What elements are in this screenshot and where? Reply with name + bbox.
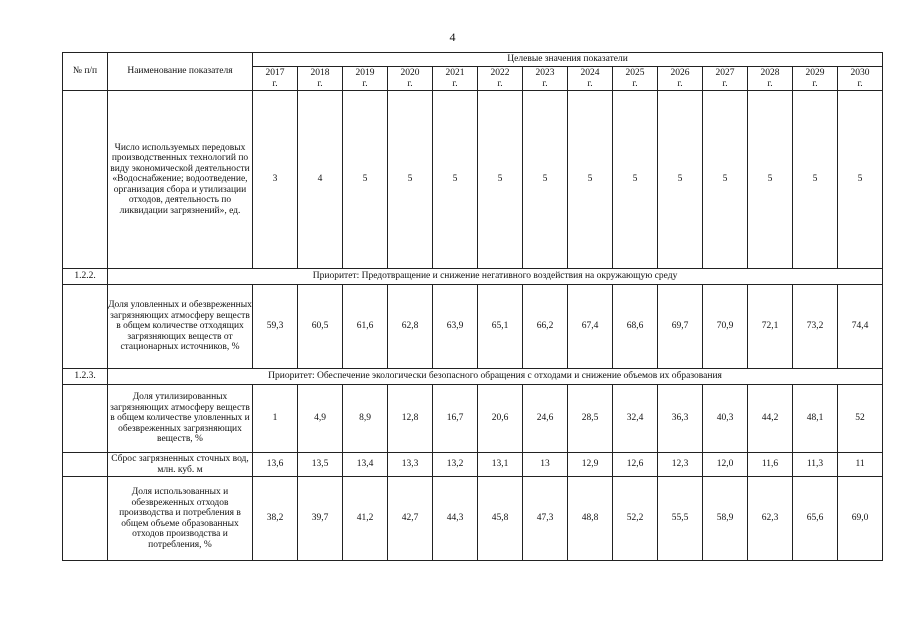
value-cell: 47,3	[523, 477, 568, 561]
year-suffix: г.	[497, 78, 503, 89]
year-suffix: г.	[542, 78, 548, 89]
value-cell: 59,3	[253, 285, 298, 369]
value-cell: 39,7	[298, 477, 343, 561]
year-label: 2017	[265, 68, 285, 78]
value-cell: 13,5	[298, 453, 343, 477]
value-cell: 73,2	[793, 285, 838, 369]
year-header	[613, 67, 658, 91]
year-label: 2029	[805, 68, 825, 78]
year-label: 2030	[850, 68, 870, 78]
value-cell: 11	[838, 453, 883, 477]
indicator-row	[63, 453, 883, 477]
row-number-cell	[63, 385, 108, 453]
year-label: 2020	[400, 68, 420, 78]
value-cell: 28,5	[568, 385, 613, 453]
value-cell: 4,9	[298, 385, 343, 453]
value-cell: 32,4	[613, 385, 658, 453]
year-label: 2022	[490, 68, 510, 78]
year-suffix: г.	[812, 78, 818, 89]
section-code: 1.2.3.	[63, 369, 108, 385]
value-cell: 52	[838, 385, 883, 453]
value-cell: 38,2	[253, 477, 298, 561]
year-suffix: г.	[722, 78, 728, 89]
indicator-row	[63, 285, 883, 369]
priority-text: Приоритет: Предотвращение и снижение негативного воздействия на окружающую среду	[108, 269, 883, 285]
year-label: 2021	[445, 68, 465, 78]
indicator-name: Доля использованных и обезвреженных отходов производства и потребления в общем объеме образованных отходов производства и потребления, %	[108, 477, 253, 561]
year-label: 2027	[715, 68, 735, 78]
value-cell: 44,3	[433, 477, 478, 561]
value-cell: 5	[613, 91, 658, 269]
year-suffix: г.	[587, 78, 593, 89]
indicator-name: Доля утилизированных загрязняющих атмосферу веществ в общем количестве уловленных и обезвреженных загрязняющих веществ, %	[108, 385, 253, 453]
year-suffix: г.	[317, 78, 323, 89]
value-cell: 1	[253, 385, 298, 453]
year-suffix: г.	[767, 78, 773, 89]
year-header	[433, 67, 478, 91]
year-label: 2023	[535, 68, 555, 78]
value-cell: 5	[568, 91, 613, 269]
value-cell: 5	[433, 91, 478, 269]
indicator-name: Сброс загрязненных сточных вод, млн. куб. м	[108, 453, 253, 477]
value-cell: 44,2	[748, 385, 793, 453]
year-label: 2024	[580, 68, 600, 78]
year-header	[523, 67, 568, 91]
value-cell: 41,2	[343, 477, 388, 561]
value-cell: 74,4	[838, 285, 883, 369]
row-number-cell	[63, 285, 108, 369]
year-suffix: г.	[407, 78, 413, 89]
value-cell: 8,9	[343, 385, 388, 453]
value-cell: 68,6	[613, 285, 658, 369]
value-cell: 52,2	[613, 477, 658, 561]
year-suffix: г.	[452, 78, 458, 89]
indicator-row	[63, 91, 883, 269]
value-cell: 24,6	[523, 385, 568, 453]
row-number-cell	[63, 477, 108, 561]
value-cell: 5	[523, 91, 568, 269]
value-cell: 11,3	[793, 453, 838, 477]
year-header	[703, 67, 748, 91]
value-cell: 5	[793, 91, 838, 269]
indicator-row	[63, 385, 883, 453]
value-cell: 5	[658, 91, 703, 269]
value-cell: 70,9	[703, 285, 748, 369]
year-suffix: г.	[362, 78, 368, 89]
value-cell: 12,8	[388, 385, 433, 453]
year-suffix: г.	[272, 78, 278, 89]
year-label: 2019	[355, 68, 375, 78]
year-header	[253, 67, 298, 91]
page-number: 4	[449, 30, 456, 44]
value-cell: 65,6	[793, 477, 838, 561]
value-cell: 67,4	[568, 285, 613, 369]
value-cell: 11,6	[748, 453, 793, 477]
year-label: 2026	[670, 68, 690, 78]
value-cell: 20,6	[478, 385, 523, 453]
num-column-header: № п/п	[63, 53, 108, 91]
year-label: 2028	[760, 68, 780, 78]
year-header	[568, 67, 613, 91]
value-cell: 12,0	[703, 453, 748, 477]
year-header	[343, 67, 388, 91]
value-cell: 62,8	[388, 285, 433, 369]
row-number-cell	[63, 91, 108, 269]
year-header	[793, 67, 838, 91]
value-cell: 12,9	[568, 453, 613, 477]
value-cell: 36,3	[658, 385, 703, 453]
value-cell: 13,1	[478, 453, 523, 477]
value-cell: 66,2	[523, 285, 568, 369]
indicators-table	[62, 52, 883, 561]
value-cell: 63,9	[433, 285, 478, 369]
value-cell: 40,3	[703, 385, 748, 453]
value-cell: 5	[703, 91, 748, 269]
value-cell: 5	[388, 91, 433, 269]
value-cell: 13,4	[343, 453, 388, 477]
value-cell: 48,8	[568, 477, 613, 561]
indicator-row	[63, 477, 883, 561]
value-cell: 65,1	[478, 285, 523, 369]
targets-header: Целевые значения показатели	[253, 53, 883, 67]
value-cell: 12,3	[658, 453, 703, 477]
row-number-cell	[63, 453, 108, 477]
value-cell: 69,0	[838, 477, 883, 561]
priority-text: Приоритет: Обеспечение экологически безопасного обращения с отходами и снижение объемов их образования	[108, 369, 883, 385]
value-cell: 72,1	[748, 285, 793, 369]
year-header	[658, 67, 703, 91]
value-cell: 69,7	[658, 285, 703, 369]
value-cell: 4	[298, 91, 343, 269]
value-cell: 13,2	[433, 453, 478, 477]
year-label: 2025	[625, 68, 645, 78]
value-cell: 42,7	[388, 477, 433, 561]
year-header	[748, 67, 793, 91]
value-cell: 12,6	[613, 453, 658, 477]
value-cell: 61,6	[343, 285, 388, 369]
value-cell: 16,7	[433, 385, 478, 453]
value-cell: 58,9	[703, 477, 748, 561]
indicator-name: Доля уловленных и обезвреженных загрязняющих атмосферу веществ в общем количестве отходящих загрязняющих веществ от стационарных источников, %	[108, 285, 253, 369]
value-cell: 5	[343, 91, 388, 269]
value-cell: 55,5	[658, 477, 703, 561]
year-label: 2018	[310, 68, 330, 78]
priority-row	[63, 369, 883, 385]
value-cell: 60,5	[298, 285, 343, 369]
year-header	[298, 67, 343, 91]
value-cell: 5	[838, 91, 883, 269]
year-suffix: г.	[632, 78, 638, 89]
value-cell: 13,3	[388, 453, 433, 477]
value-cell: 13	[523, 453, 568, 477]
year-header	[388, 67, 433, 91]
year-header	[838, 67, 883, 91]
value-cell: 45,8	[478, 477, 523, 561]
indicator-name: Число используемых передовых производственных технологий по виду экономической деятельности «Водоснабжение; водоотведение, организация сбора и утилизации отходов, деятельность по ликвидации загрязнений», ед.	[108, 91, 253, 269]
value-cell: 48,1	[793, 385, 838, 453]
value-cell: 13,6	[253, 453, 298, 477]
value-cell: 5	[478, 91, 523, 269]
name-column-header: Наименование показателя	[108, 53, 253, 91]
year-header	[478, 67, 523, 91]
year-suffix: г.	[857, 78, 863, 89]
priority-row	[63, 269, 883, 285]
value-cell: 5	[748, 91, 793, 269]
year-suffix: г.	[677, 78, 683, 89]
value-cell: 3	[253, 91, 298, 269]
section-code: 1.2.2.	[63, 269, 108, 285]
value-cell: 62,3	[748, 477, 793, 561]
